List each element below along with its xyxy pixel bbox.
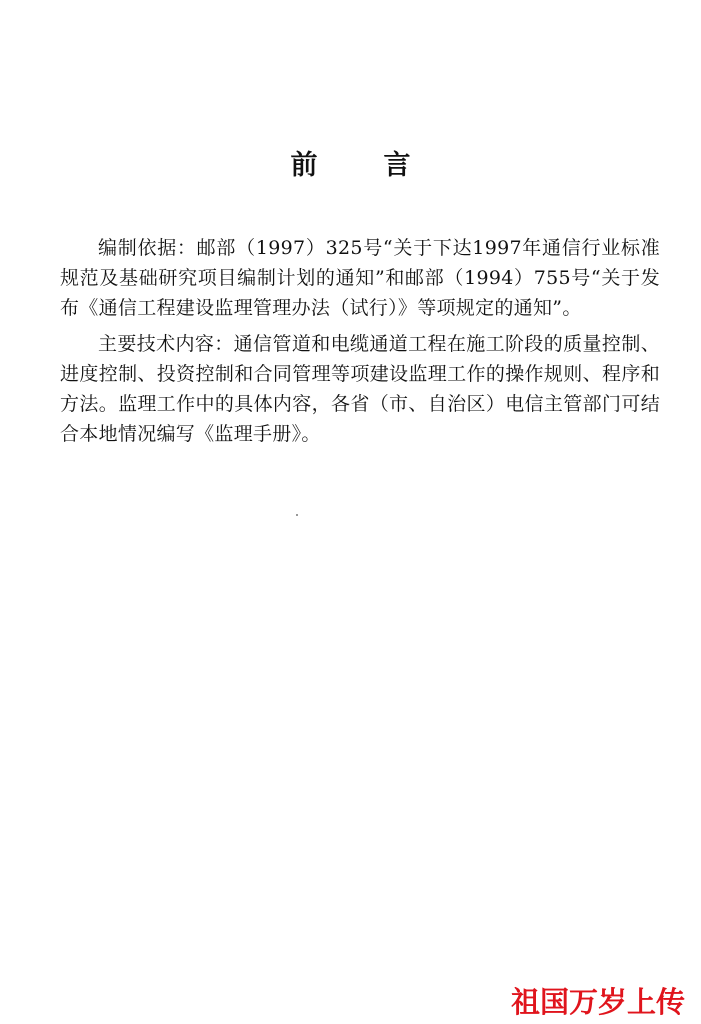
scan-speck — [296, 514, 298, 516]
page-title: 前言 — [290, 150, 477, 181]
uploader-watermark: 祖国万岁上传 — [510, 985, 685, 1019]
preface-body — [60, 233, 660, 455]
paragraph-technical-content: 主要技术内容：通信管道和电缆通道工程在施工阶段的质量控制、进度控制、投资控制和合同管理等项建设监理工作的操作规则、程序和方法。监理工作中的具体内容，各省（市、自治区）电信主管部门可结合本地情况编写《监理手册》。 — [60, 333, 660, 445]
paragraph-basis: 编制依据：邮部（1997）325号“关于下达1997年通信行业标准规范及基础研究项目编制计划的通知”和邮部（1994）755号“关于发布《通信工程建设监理管理办法（试行）》等项规定的通知”。 — [60, 237, 660, 319]
